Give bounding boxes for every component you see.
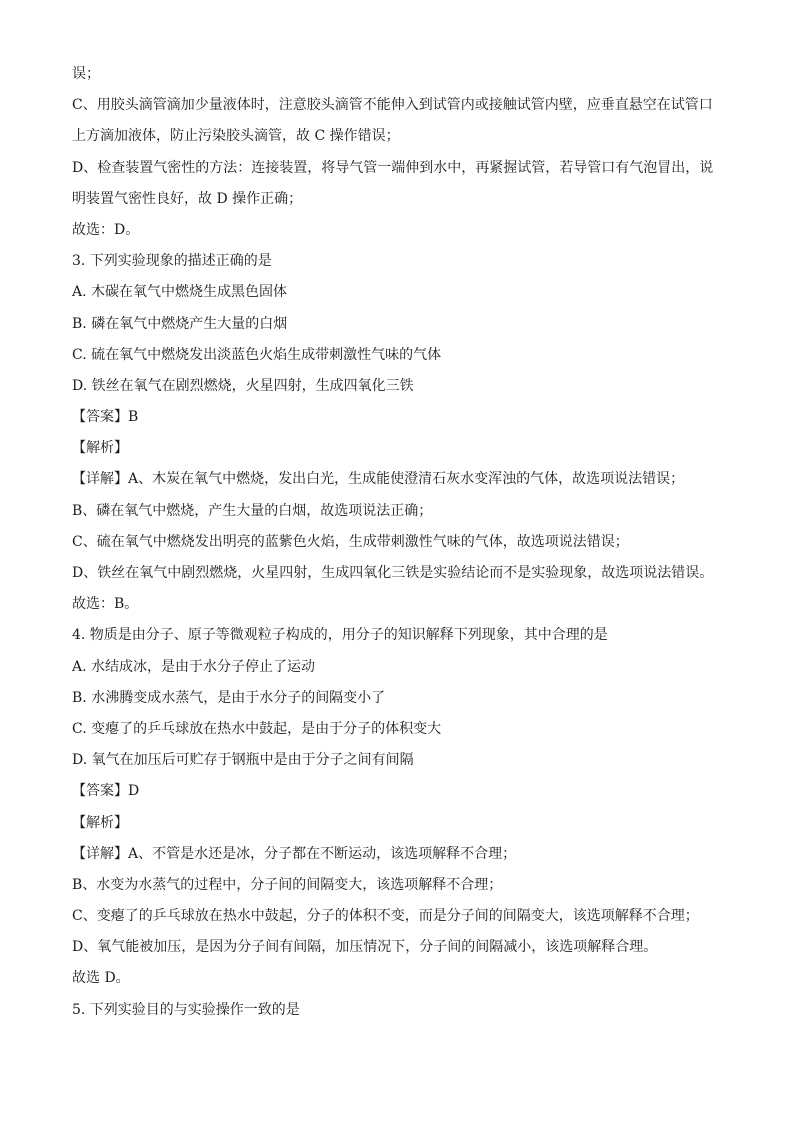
question-4-option-d: D. 氧气在加压后可贮存于钢瓶中是由于分子之间有间隔 [72, 752, 414, 769]
text-line: B、水变为水蒸气的过程中，分子间的间隔变大，该选项解释不合理； [72, 876, 503, 893]
question-3-option-d: D. 铁丝在氧气在剧烈燃烧，火星四射，生成四氧化三铁 [72, 377, 414, 394]
question-3-answer: 【答案】B [72, 409, 139, 426]
question-4-option-c: C. 变瘪了的乒乓球放在热水中鼓起，是由于分子的体积变大 [72, 720, 442, 737]
question-3-stem: 3. 下列实验现象的描述正确的是 [72, 253, 272, 270]
text-line: B、磷在氧气中燃烧，产生大量的白烟，故选项说法正确； [72, 502, 433, 519]
text-line: D、铁丝在氧气中剧烈燃烧，火星四射，生成四氧化三铁是实验结论而不是实验现象，故选项说法错误。 [72, 565, 714, 581]
text-line: 【详解】A、木炭在氧气中燃烧，发出白光，生成能使澄清石灰水变浑浊的气体，故选项说法错误； [72, 471, 685, 488]
text-line: 故选：B。 [72, 596, 139, 613]
question-4-stem: 4. 物质是由分子、原子等微观粒子构成的，用分子的知识解释下列现象，其中合理的是 [72, 627, 608, 644]
question-4-option-a: A. 水结成冰，是由于水分子停止了运动 [72, 658, 316, 675]
text-line: D、氧气能被加压，是因为分子间有间隔，加压情况下，分子间的间隔减小，该选项解释合理。 [72, 939, 658, 956]
question-4-answer: 【答案】D [72, 783, 140, 800]
text-line: C、用胶头滴管滴加少量液体时，注意胶头滴管不能伸入到试管内或接触试管内壁，应垂直悬空在试管口 [72, 97, 713, 114]
question-3-option-b: B. 磷在氧气中燃烧产生大量的白烟 [72, 315, 288, 332]
text-line: 故选：D。 [72, 221, 140, 238]
text-line: 【详解】A、不管是水还是冰，分子都在不断运动，该选项解释不合理； [72, 845, 517, 862]
text-line: 上方滴加液体，防止污染胶头滴管，故 C 操作错误； [72, 128, 400, 145]
text-line: C、硫在氧气中燃烧发出明亮的蓝紫色火焰，生成带刺激性气味的气体，故选项说法错误； [72, 533, 629, 550]
question-4-option-b: B. 水沸腾变成水蒸气，是由于水分子的间隔变小了 [72, 689, 386, 706]
text-line: 故选 D。 [72, 970, 130, 987]
question-4-analysis-heading: 【解析】 [72, 814, 128, 831]
text-line: 明装置气密性良好，故 D 操作正确； [72, 190, 303, 207]
text-line: D、检查装置气密性的方法：连接装置，将导气管一端伸到水中，再紧握试管，若导管口有气泡冒出，说 [72, 159, 714, 176]
question-3-analysis-heading: 【解析】 [72, 440, 128, 457]
document-body [72, 62, 722, 1029]
question-3-option-a: A. 木碳在氧气中燃烧生成黑色固体 [72, 284, 288, 301]
text-line: C、变瘪了的乒乓球放在热水中鼓起，分子的体积不变，而是分子间的间隔变大，该选项解释不合理； [72, 908, 699, 925]
text-line: 误； [72, 66, 100, 82]
question-5-stem: 5. 下列实验目的与实验操作一致的是 [72, 1001, 300, 1018]
question-3-option-c: C. 硫在氧气中燃烧发出淡蓝色火焰生成带刺激性气味的气体 [72, 346, 442, 363]
